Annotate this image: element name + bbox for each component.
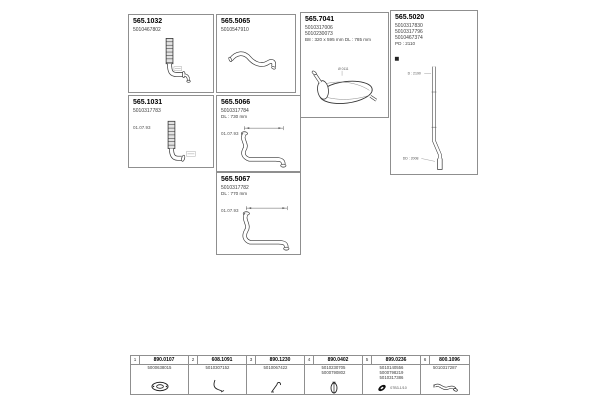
item-index: 3 [247,356,256,364]
part-panel-565-5067 [216,172,301,255]
table-header [131,356,188,365]
table-header [247,356,304,365]
oe-code: 5010067422 [263,365,288,370]
oe-code: 5010317386 [379,374,404,380]
table-cell [363,365,420,394]
oe-code: 5010547910 [221,27,249,33]
item-ref: 890.1230 [269,357,291,363]
diameter-label: Ø 0111 [338,66,349,71]
item-index: 4 [305,356,314,364]
item-ref: 608.1091 [211,357,233,363]
part-number: 565.1031 [133,99,163,106]
part-panel-565-5020 [390,10,478,175]
oe-code: 5010140556 [379,365,404,370]
flex-pipe-drawing [129,96,213,167]
part-panel-565-1032 [128,14,214,93]
date-note: 01.07.93 [221,131,239,136]
table-column [363,356,421,394]
part-number: 565.5065 [221,18,251,25]
u-pipe-drawing [217,173,300,254]
oe-code: 5010317782 [221,185,249,191]
item-index: 5 [363,356,372,364]
part-panel-565-5066 [216,95,301,172]
length-label-top: D : 2190 [407,71,421,76]
dimension-text: PD : 2110 [395,41,416,46]
table-column [305,356,363,394]
flex-pipe-drawing [129,15,213,92]
oe-code: 5010317796 [395,29,423,35]
oe-code: 5010317830 [395,23,423,29]
item-ref: 890.0402 [327,357,349,363]
item-ref: 800.1096 [439,357,460,363]
table-column [247,356,305,394]
pictogram-mark [395,57,399,61]
table-column [189,356,247,394]
table-column [421,356,469,394]
item-ref: 890.0107 [153,357,175,363]
date-note: 01.07.93 [221,208,239,213]
oe-code: 5010467374 [395,35,423,41]
muffler-drawing [301,13,388,117]
item-index: 6 [421,356,430,364]
s-pipe-drawing [217,15,295,92]
oe-code: 5010317006 [305,25,333,31]
table-header [421,356,469,365]
table-cell [247,365,304,394]
oe-code: 5010317783 [133,108,161,114]
table-cell [421,365,469,394]
table-cell [131,365,188,394]
part-number: 565.1032 [133,18,163,25]
oe-code: 5010230705 [321,365,346,370]
oe-code: 5010307152 [205,365,230,370]
seal-ring-icon [376,383,388,393]
table-header [363,356,420,365]
part-number: 565.5066 [221,99,251,106]
part-number: 565.5067 [221,176,251,183]
stack-pipe-drawing [391,11,477,174]
part-panel-565-5065 [216,14,296,93]
part-panel-565-1031 [128,95,214,168]
table-column [131,356,189,394]
oe-code: 5010317784 [221,108,249,114]
dimension-text: DL : 770 mm [221,191,248,196]
item-index: 2 [189,356,198,364]
oe-code: 5010230073 [305,31,333,37]
item-ref: 899.0236 [385,357,407,363]
tailpipe-icon [432,380,458,393]
length-label-bottom: DD : 2008 [402,156,419,161]
table-cell [189,365,246,394]
drawing-ref-note: 07B3-1/10 [390,386,407,390]
oe-code: 5010317287 [433,365,457,370]
dimension-text: B8 : 320 x 595 mm DL : 785 mm [305,37,371,42]
clamp-icon [329,381,339,394]
dimension-text: DL : 730 mm [221,114,248,119]
hanger-rod-icon [269,379,283,393]
gasket-oval-icon [149,380,171,393]
table-header [305,356,362,365]
part-number: 565.5020 [395,14,425,21]
date-note: 01.07.93 [133,125,151,130]
hanger-hook-icon [210,379,226,393]
part-number: 565.7041 [305,16,335,23]
accessories-table [130,355,470,395]
u-pipe-drawing [217,96,300,171]
oe-code: 5010467802 [133,27,161,33]
part-panel-565-7041 [300,12,389,118]
oe-code: 5000790802 [321,369,346,375]
oe-code: 5000798219 [379,369,404,375]
table-cell [305,365,362,394]
oe-code: 5000638015 [147,365,172,370]
table-header [189,356,246,365]
item-index: 1 [131,356,140,364]
